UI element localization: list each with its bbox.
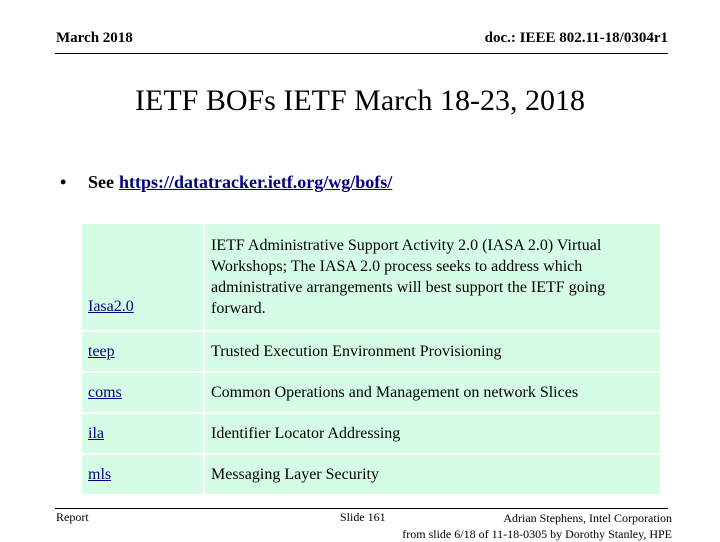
footer-slide-number: Slide 161 bbox=[340, 510, 386, 524]
bof-name-cell bbox=[82, 454, 204, 495]
bof-name-cell bbox=[82, 331, 204, 372]
header-divider bbox=[55, 53, 668, 54]
bofs-link[interactable]: https://datatracker.ietf.org/wg/bofs/ bbox=[119, 172, 393, 192]
table-row bbox=[82, 224, 661, 331]
bof-name-cell bbox=[82, 372, 204, 413]
bof-description: Messaging Layer Security bbox=[204, 454, 661, 495]
footer-author: Adrian Stephens, Intel Corporation bbox=[503, 511, 672, 525]
bofs-table bbox=[82, 224, 662, 496]
bullet-item bbox=[60, 172, 392, 193]
bof-name-link[interactable]: teep bbox=[88, 342, 115, 360]
bullet-prefix: See bbox=[88, 172, 114, 192]
bof-description: Common Operations and Management on network Slices bbox=[204, 372, 661, 413]
footer-report: Report bbox=[56, 510, 89, 524]
header-date: March 2018 bbox=[56, 30, 133, 46]
table-row bbox=[82, 454, 661, 495]
slide-title: IETF BOFs IETF March 18-23, 2018 bbox=[135, 84, 585, 117]
bof-description: Trusted Execution Environment Provisioning bbox=[204, 331, 661, 372]
bof-description: IETF Administrative Support Activity 2.0 (IASA 2.0) Virtual Workshops; The IASA 2.0 process seeks to address which administrative arrangements will best support the IETF going forward. bbox=[204, 224, 661, 331]
footer-divider bbox=[55, 508, 668, 509]
table-row bbox=[82, 372, 661, 413]
bof-name-cell bbox=[82, 413, 204, 454]
bof-name-link[interactable]: mls bbox=[88, 465, 112, 483]
table-row bbox=[82, 413, 661, 454]
bof-name-cell bbox=[82, 224, 204, 331]
bullet-marker: • bbox=[60, 172, 67, 192]
bof-name-link[interactable]: ila bbox=[88, 424, 104, 442]
bof-description: Identifier Locator Addressing bbox=[204, 413, 661, 454]
bof-name-link[interactable]: coms bbox=[88, 383, 122, 401]
bof-name-link[interactable]: Iasa2.0 bbox=[88, 298, 134, 315]
footer-attribution bbox=[402, 510, 672, 542]
header-doc-id: doc.: IEEE 802.11-18/0304r1 bbox=[484, 30, 668, 46]
table-row bbox=[82, 331, 661, 372]
footer-source: from slide 6/18 of 11-18-0305 by Dorothy Stanley, HPE bbox=[402, 527, 672, 541]
